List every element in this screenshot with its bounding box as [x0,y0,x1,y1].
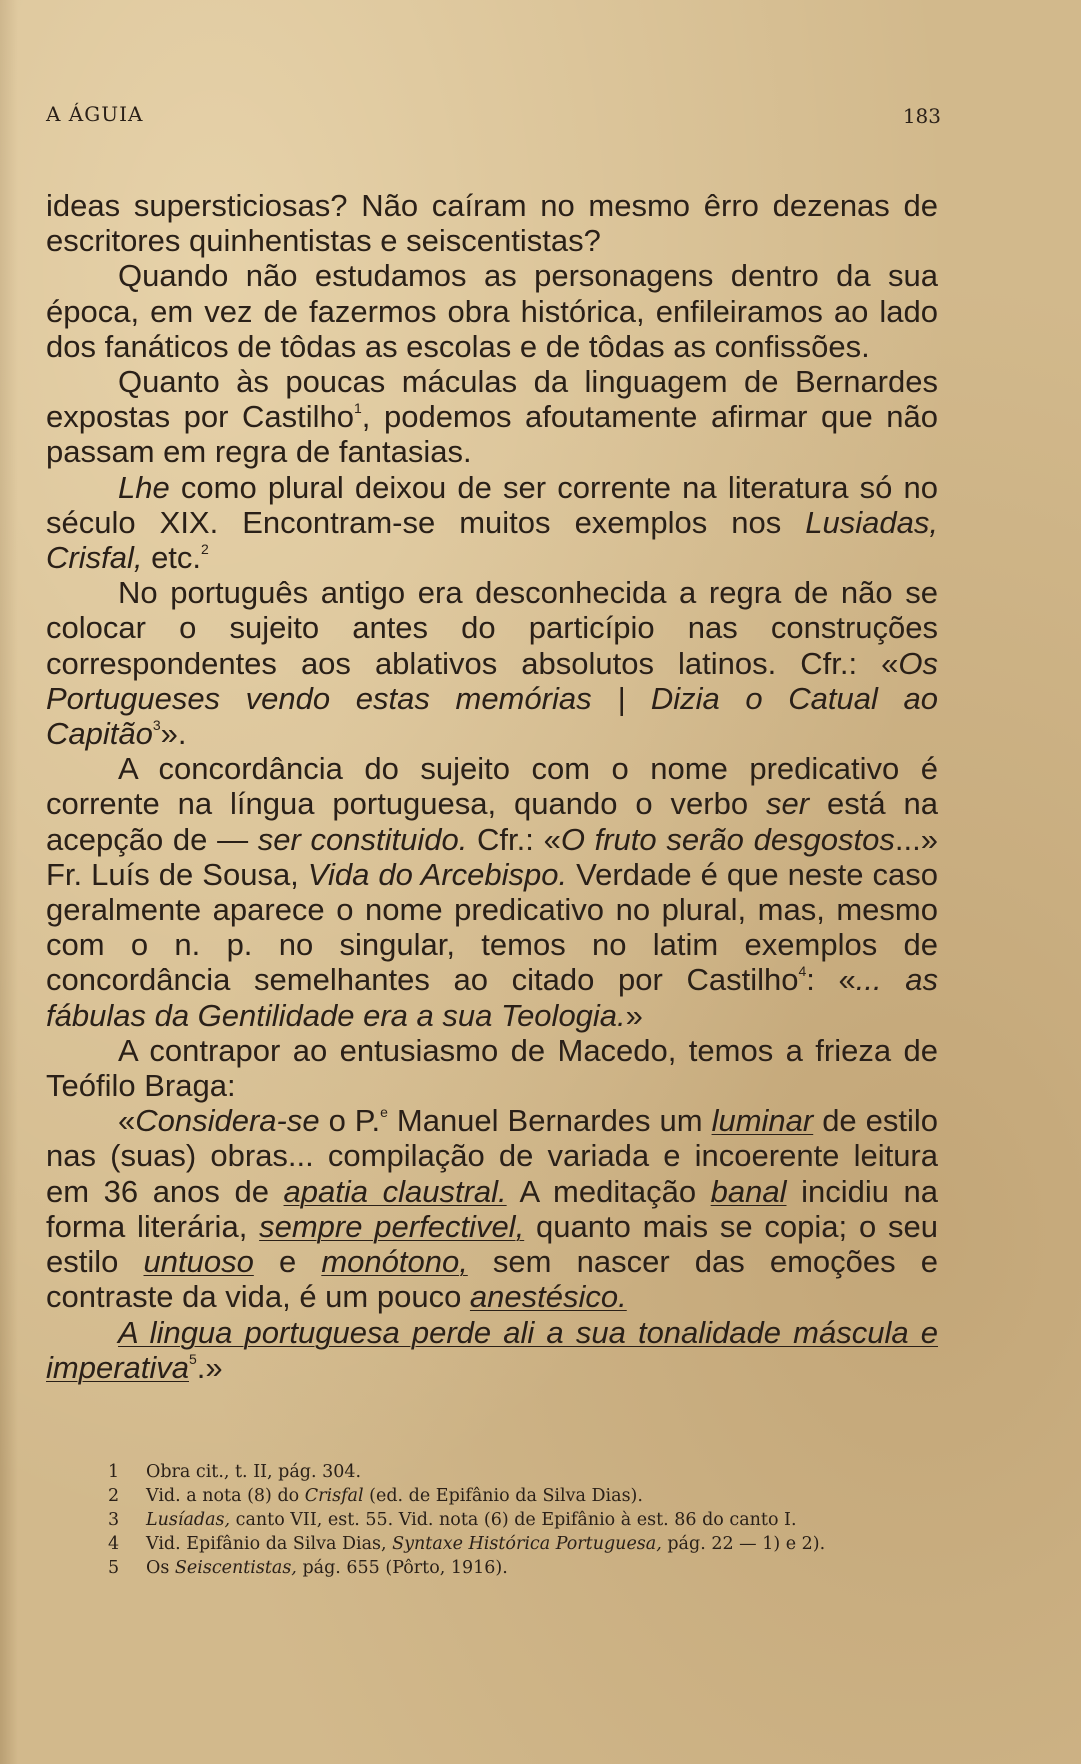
text-span: incidiu na forma literária, [46,1173,939,1244]
italic-span: O fruto serão desgostos [560,821,895,857]
paragraph-2 [46,258,938,364]
footnote-text: Crisfal [304,1486,364,1506]
paragraph-6 [46,751,938,1033]
footnote-ref: 5 [189,1350,197,1367]
footnote-number: 3 [108,1510,120,1530]
footnote-number: 5 [108,1558,120,1578]
paragraph-4 [46,470,938,576]
text-span: ...» Fr. Luís de Sousa, [46,821,938,892]
text-span: etc. [142,540,202,576]
paragraph-9 [46,1315,938,1385]
text-span: A meditação [506,1173,711,1209]
text-span: ». [160,716,187,752]
text-span: Quando não estudamos as personagens dentro da sua época, em vez de fazermos obra histórica, enfileiramos ao lado dos fanáticos de tôdas as escolas e de tôdas as confissões. [46,258,938,364]
italic-span: ser constituido. [257,821,468,857]
text-span: « [118,1103,136,1139]
footnote-text: Vid. Epifânio da Silva Dias, [146,1534,393,1554]
footnote-text: Obra cit., t. II, pág. 304. [146,1462,362,1482]
text-span: .» [196,1349,223,1385]
footnote-text: pág. 22 — 1) e 2). [661,1534,826,1554]
text-span: Manuel Bernardes um [387,1103,712,1139]
text-span: sem nascer das emoções e contraste da vida, é um pouco [46,1244,939,1315]
text-span: Quanto às poucas máculas da linguagem de Bernardes expostas por Castilho [46,364,938,435]
paragraph-3 [46,364,938,470]
text-span: No português antigo era desconhecida a regra de não se colocar o sujeito antes do particípio nas construções correspondentes aos ablativos absolutos latinos. Cfr.: « [46,575,938,681]
italic-span: banal [710,1173,787,1209]
italic-span: anestésico. [469,1279,627,1315]
page-header [46,102,941,132]
italic-span: Considera-se [135,1103,320,1139]
footnote-ref: 4 [798,963,807,980]
superscript: e [380,1104,388,1121]
italic-span: apatia claustral. [283,1173,507,1209]
italic-span: Vida do Arcebispo. [307,856,568,892]
paragraph-7 [46,1033,938,1103]
text-span: e [253,1244,322,1280]
footnote-number: 1 [108,1462,120,1482]
footnote-ref: 1 [354,400,362,417]
italic-span: untuoso [143,1244,254,1280]
paragraph-5 [46,575,938,751]
footnote-text: Os [146,1558,175,1578]
footnote-text: pág. 655 (Pôrto, 1916). [296,1558,508,1578]
footnote-2 [108,1484,938,1508]
italic-span: ... as fábulas da Gentilidade era a sua Teologia. [46,962,938,1033]
text-span: A concordância do sujeito com o nome predicativo é corrente na língua portuguesa, quando o verbo [46,751,938,822]
italic-span: Lhe [118,469,170,505]
footnote-text: Seiscentistas, [174,1558,297,1578]
footnote-4 [108,1532,938,1556]
footnote-1 [108,1460,938,1484]
italic-span: monótono, [321,1244,468,1280]
body-text [46,188,938,1385]
text-span: de estilo nas (suas) obras... compilação de variada e incoerente leitura em 36 anos de [46,1103,939,1209]
footnote-3 [108,1508,938,1532]
italic-span: Lusiadas, Crisfal, [46,504,938,576]
footnote-text: canto VII, est. 55. Vid. nota (6) de Epifânio à est. 86 do canto I. [230,1510,797,1530]
text-span: quanto mais se copia; o seu estilo [46,1208,938,1280]
footnote-text: Vid. a nota (8) do [146,1486,305,1506]
text-span: o P. [319,1103,381,1139]
running-head: A ÁGUIA [46,102,144,126]
text-span: como plural deixou de ser corrente na literatura só no século XIX. Encontram-se muitos exemplos nos [46,469,938,540]
paragraph-1 [46,188,938,258]
text-span: Cfr.: « [467,821,561,857]
text-span: : « [806,962,856,998]
text-span: » [625,997,643,1033]
footnote-number: 4 [108,1534,120,1554]
footnotes [108,1460,938,1580]
text-span: ideas supersticiosas? Não caíram no mesmo êrro dezenas de escritores quinhentistas e seiscentistas? [46,188,938,259]
footnote-ref: 2 [201,541,209,558]
paragraph-8 [46,1103,938,1314]
italic-span: A lingua portuguesa perde ali a sua tonalidade máscula e imperativa [46,1314,938,1385]
italic-span: sempre perfectivel, [259,1208,525,1244]
italic-span: ser [766,786,810,822]
footnote-text: Lusíadas, [146,1510,231,1530]
footnote-text: (ed. de Epifânio da Silva Dias). [363,1486,643,1506]
text-span: está na acepção de — [46,786,938,857]
italic-span: luminar [711,1103,814,1139]
page-number: 183 [902,104,941,128]
footnote-5 [108,1556,938,1580]
footnote-text: Syntaxe Histórica Portuguesa, [392,1534,662,1554]
text-span: A contrapor ao entusiasmo de Macedo, temos a frieza de Teófilo Braga: [46,1032,938,1104]
footnote-number: 2 [108,1486,120,1506]
footnote-ref: 3 [152,717,161,734]
italic-span: Os Portugueses vendo estas memórias | Dizia o Catual ao Capitão [46,645,938,752]
text-span: , podemos afoutamente afirmar que não passam em regra de fantasias. [46,399,938,470]
text-span: Verdade é que neste caso geralmente aparece o nome predicativo no plural, mas, mesmo com o n. p. no singular, temos no latim exemplos de concordância semelhantes ao citado por Castilho [46,856,938,998]
